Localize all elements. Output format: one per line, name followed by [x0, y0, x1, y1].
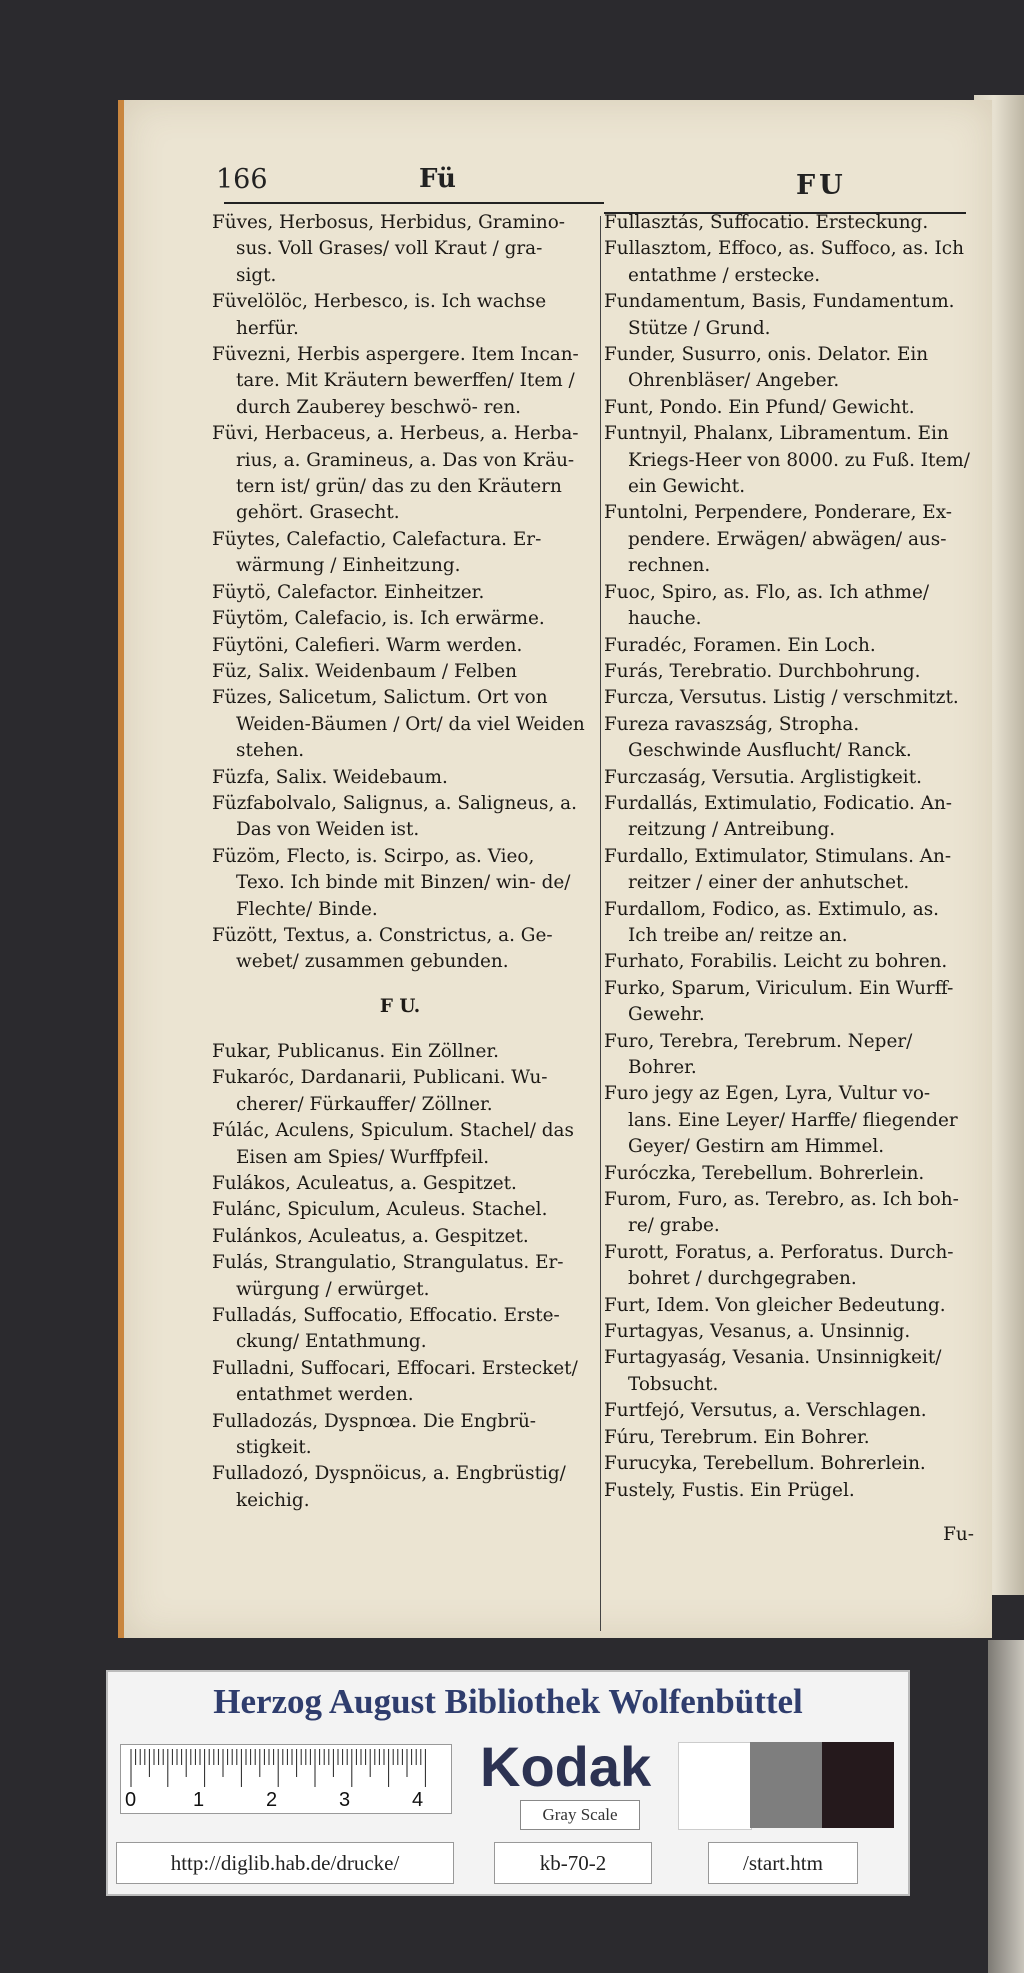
dictionary-entry: Fulladozás, Dyspnœa. Die Engbrü- stigkeit. [212, 1410, 537, 1459]
dictionary-entry: Füz, Salix. Weidenbaum / Felben [212, 660, 517, 682]
dictionary-entry: Fustely, Fustis. Ein Prügel. [604, 1479, 855, 1501]
dictionary-entry: Füzfabolvalo, Salignus, a. Saligneus, a. Das von Weiden ist. [212, 792, 577, 841]
kodak-logo: Kodak [480, 1735, 652, 1798]
ruler-number: 3 [339, 1789, 351, 1811]
dictionary-entry: Furom, Furo, as. Terebro, as. Ich boh- re/ grabe. [604, 1189, 959, 1237]
column-divider [600, 216, 601, 1631]
dictionary-entry: Furo, Terebra, Terebrum. Neper/ Bohrer. [604, 1030, 913, 1078]
dictionary-entry: Furko, Sparum, Viriculum. Ein Wurff- Gewehr. [604, 977, 954, 1026]
dictionary-entry: Fúlác, Aculens, Spiculum. Stachel/ das Eisen am Spies/ Wurffpfeil. [212, 1120, 574, 1168]
gray-swatch-black [822, 1742, 894, 1828]
dictionary-entry: Fulákos, Aculeatus, a. Gespitzet. [212, 1173, 517, 1194]
running-head-left: Fü [419, 164, 456, 194]
institution-title: Herzog August Bibliothek Wolfenbüttel [213, 1682, 803, 1721]
dictionary-entry: Furucyka, Terebellum. Bohrerlein. [604, 1453, 926, 1475]
dictionary-entry: Funtnyil, Phalanx, Libramentum. Ein Kriegs-Heer von 8000. zu Fuß. Item/ ein Gewicht. [604, 423, 970, 498]
dictionary-entry: Fulánkos, Aculeatus, a. Gespitzet. [212, 1225, 529, 1247]
dictionary-entry: Furdallás, Extimulatio, Fodicatio. An- reitzung / Antreibung. [604, 792, 953, 841]
dictionary-entry: Füzes, Salicetum, Salictum. Ort von Weiden-Bäumen / Ort/ da viel Weiden stehen. [212, 687, 585, 762]
header-rule-left [224, 202, 604, 204]
dictionary-entry: Fukaróc, Dardanarii, Publicani. Wu- cherer/ Fürkauffer/ Zöllner. [212, 1067, 548, 1115]
catchword: Fu- [943, 1524, 974, 1546]
dictionary-entry: Füzött, Textus, a. Constrictus, a. Ge- webet/ zusammen gebunden. [212, 924, 553, 973]
scan-color-card [106, 1670, 910, 1896]
dictionary-entry: Fuoc, Spiro, as. Flo, as. Ich athme/ hauche. [604, 581, 930, 630]
scale-ruler [120, 1744, 452, 1814]
dictionary-entry: Fulladni, Suffocari, Effocari. Erstecket/ entathmet werden. [212, 1357, 578, 1406]
dictionary-entry: Furczaság, Versutia. Arglistigkeit. [604, 766, 922, 788]
url-part-id: kb-70-2 [494, 1842, 652, 1884]
gray-swatch-white [678, 1742, 752, 1830]
right-column [604, 210, 974, 1567]
dictionary-entry: Fulás, Strangulatio, Strangulatus. Er- würgung / erwürget. [212, 1252, 564, 1300]
dictionary-entry: Füvezni, Herbis aspergere. Item Incan- tare. Mit Kräutern bewerffen/ Item / durch Zauberey beschwö- ren. [212, 344, 579, 418]
section-subheading: F U. [379, 996, 421, 1018]
dictionary-entry: Fundamentum, Basis, Fundamentum. Stütze / Grund. [604, 291, 955, 339]
dictionary-entry: Füzfa, Salix. Weidebaum. [212, 766, 448, 788]
dictionary-entry: Fulánc, Spiculum, Aculeus. Stachel. [212, 1199, 548, 1221]
dictionary-entry: Furhato, Forabilis. Leicht zu bohren. [604, 951, 948, 973]
dictionary-entry: Fulladozó, Dyspnöicus, a. Engbrüstig/ keichig. [212, 1463, 566, 1511]
url-part-start: /start.htm [708, 1842, 858, 1884]
dictionary-entry: Füvi, Herbaceus, a. Herbeus, a. Herba- rius, a. Gramineus, a. Das von Kräu- tern ist/ grün/ das zu den Kräutern gehört. Grasecht. [212, 423, 579, 524]
dictionary-entry: Funt, Pondo. Ein Pfund/ Gewicht. [604, 396, 915, 418]
ruler-number: 2 [266, 1789, 278, 1811]
dictionary-entry: Furdallom, Fodico, as. Extimulo, as. Ich treibe an/ reitze an. [604, 898, 939, 946]
book-page [118, 100, 992, 1638]
dictionary-entry: Fullasztás, Suffocatio. Ersteckung. [604, 212, 929, 233]
dictionary-entry: Furtagyaság, Vesania. Unsinnigkeit/ Tobsucht. [604, 1347, 942, 1395]
gray-swatch-mid [750, 1742, 822, 1828]
dictionary-entry: Füvelölöc, Herbesco, is. Ich wachse herfür. [212, 291, 547, 339]
ruler-number: 1 [193, 1789, 205, 1811]
dictionary-entry: Furtfejó, Versutus, a. Verschlagen. [604, 1400, 927, 1422]
dictionary-entry: Fúru, Terebrum. Ein Bohrer. [604, 1426, 870, 1448]
dictionary-entry: Funtolni, Perpendere, Ponderare, Ex- pendere. Erwägen/ abwägen/ aus- rechnen. [604, 502, 952, 577]
dictionary-entry: Füzöm, Flecto, is. Scirpo, as. Vieo, Texo. Ich binde mit Binzen/ win- de/ Flechte/ Binde. [212, 845, 571, 920]
dictionary-entry: Füves, Herbosus, Herbidus, Gramino- sus. Voll Grases/ voll Kraut / gra- sigt. [212, 212, 565, 286]
dictionary-entry: Furott, Foratus, a. Perforatus. Durch- bohret / durchgegraben. [604, 1241, 954, 1290]
dictionary-entry: Furo jegy az Egen, Lyra, Vultur vo- lans. Eine Leyer/ Harffe/ fliegender Geyer/ Gestirn am Himmel. [604, 1083, 958, 1158]
dictionary-entry: Furás, Terebratio. Durchbohrung. [604, 660, 921, 682]
gray-scale-label: Gray Scale [520, 1800, 640, 1830]
dictionary-entry: Furadéc, Foramen. Ein Loch. [604, 634, 876, 656]
dictionary-entry: Fureza ravaszság, Stropha. Geschwinde Ausflucht/ Ranck. [604, 713, 912, 762]
ruler-ticks [121, 1745, 451, 1813]
dictionary-entry: Fulladás, Suffocatio, Effocatio. Erste- ckung/ Entathmung. [212, 1305, 560, 1353]
left-column [212, 210, 588, 1514]
dictionary-entry: Fullasztom, Effoco, as. Suffoco, as. Ich entathme / erstecke. [604, 238, 964, 286]
dictionary-entry: Füytö, Calefactor. Einheitzer. [212, 581, 485, 603]
dictionary-entry: Füytes, Calefactio, Calefactura. Er- wärmung / Einheitzung. [212, 528, 542, 577]
dictionary-entry: Furóczka, Terebellum. Bohrerlein. [604, 1162, 925, 1184]
ruler-number: 4 [412, 1789, 424, 1811]
url-part-base: http://diglib.hab.de/drucke/ [116, 1842, 454, 1884]
dictionary-entry: Füytöm, Calefacio, is. Ich erwärme. [212, 608, 545, 630]
dictionary-entry: Furt, Idem. Von gleicher Bedeutung. [604, 1294, 946, 1316]
dictionary-entry: Funder, Susurro, onis. Delator. Ein Ohrenbläser/ Angeber. [604, 344, 929, 392]
dictionary-entry: Furtagyas, Vesanus, a. Unsinnig. [604, 1321, 911, 1343]
ruler-number: 0 [125, 1789, 137, 1811]
adjacent-page-edge-lower [988, 1640, 1024, 1973]
dictionary-entry: Fukar, Publicanus. Ein Zöllner. [212, 1040, 499, 1062]
dictionary-entry: Furdallo, Extimulator, Stimulans. An- reitzer / einer der anhutschet. [604, 845, 952, 894]
dictionary-entry: Füytöni, Calefieri. Warm werden. [212, 634, 523, 656]
page-number: 166 [216, 164, 268, 195]
running-head-right: FU [796, 170, 847, 201]
dictionary-entry: Furcza, Versutus. Listig / verschmitzt. [604, 687, 959, 709]
